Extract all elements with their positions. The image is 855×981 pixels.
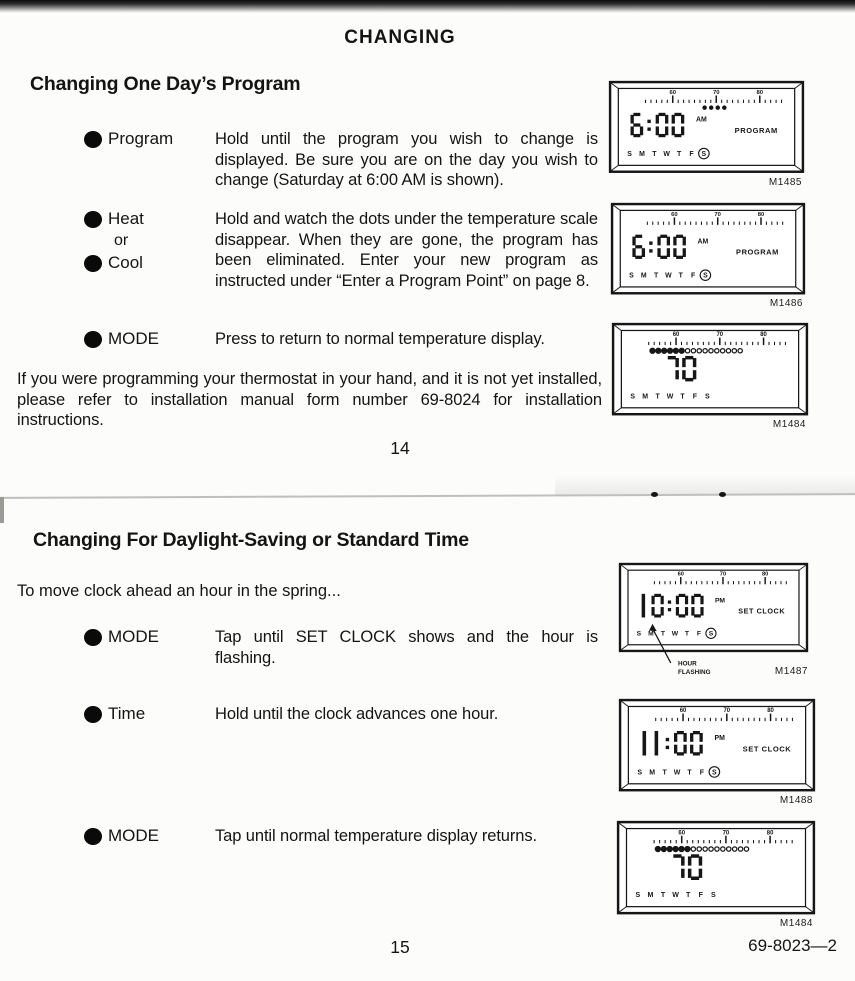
- svg-text:S: S: [629, 272, 634, 280]
- mode-button-icon: [84, 629, 102, 646]
- svg-text:SET CLOCK: SET CLOCK: [738, 606, 786, 616]
- svg-text:PROGRAM: PROGRAM: [736, 247, 779, 257]
- svg-text:HOUR: HOUR: [678, 660, 697, 668]
- step-program-instruction: Hold until the program you wish to change is displayed. Be sure you are on the day you wish to change (Saturday at 6:00 AM is shown).: [215, 130, 598, 189]
- thermostat-display-m1484: [611, 322, 809, 431]
- time-button-icon: [84, 706, 102, 723]
- svg-text:60: 60: [669, 90, 677, 97]
- section-heading-one-days-program: Changing One Day’s Program: [30, 73, 301, 95]
- svg-text:T: T: [652, 150, 657, 158]
- scan-edge-bar: [0, 0, 855, 13]
- svg-text:FLASHING: FLASHING: [678, 668, 711, 676]
- svg-text:SET CLOCK: SET CLOCK: [742, 744, 792, 754]
- svg-text:60: 60: [671, 211, 678, 218]
- svg-text:M: M: [648, 630, 654, 638]
- svg-text:T: T: [680, 393, 685, 401]
- figure-label: M1484: [779, 918, 813, 930]
- svg-text:W: W: [672, 892, 679, 900]
- svg-text:M: M: [647, 892, 654, 900]
- svg-text:70: 70: [716, 332, 724, 339]
- svg-text:S: S: [630, 393, 636, 401]
- figure-label: M1484: [772, 419, 806, 431]
- scan-edge-artifact: [0, 497, 4, 523]
- thermostat-display-m1485: [608, 80, 805, 188]
- svg-text:80: 80: [761, 571, 769, 578]
- svg-text:80: 80: [757, 211, 765, 218]
- heat-button-icon: [84, 211, 102, 228]
- svg-text:AM: AM: [697, 238, 709, 246]
- step-mode-instruction: Press to return to normal temperature display.: [215, 330, 545, 348]
- svg-text:S: S: [703, 272, 708, 280]
- svg-text:AM: AM: [695, 116, 707, 124]
- cool-button-label: Cool: [108, 253, 143, 272]
- form-number: 69-8023—2: [748, 936, 837, 955]
- svg-text:T: T: [686, 892, 691, 900]
- svg-text:M: M: [642, 393, 649, 401]
- svg-text:80: 80: [767, 708, 774, 715]
- svg-text:T: T: [660, 630, 665, 638]
- page-number-14: 14: [390, 438, 410, 458]
- svg-text:80: 80: [756, 90, 764, 97]
- cool-button-icon: [84, 255, 102, 272]
- program-button-icon: [84, 131, 102, 148]
- seam-dot: [651, 492, 658, 497]
- svg-text:W: W: [665, 272, 672, 280]
- svg-text:60: 60: [679, 708, 687, 715]
- svg-text:80: 80: [766, 830, 774, 837]
- svg-text:T: T: [684, 630, 689, 638]
- thermostat-display-m1486: [610, 202, 806, 310]
- svg-text:T: T: [687, 769, 692, 777]
- mode-button-icon: [84, 331, 102, 348]
- page-title: CHANGING: [344, 27, 456, 48]
- svg-text:80: 80: [760, 332, 767, 339]
- svg-text:W: W: [666, 393, 674, 401]
- thermostat-display-m1488: [618, 698, 816, 807]
- svg-text:70: 70: [712, 90, 720, 97]
- svg-text:T: T: [676, 150, 682, 158]
- mode-button-icon: [84, 828, 102, 845]
- svg-text:T: T: [655, 393, 660, 401]
- step-set-clock-instruction: Tap until SET CLOCK shows and the hour is flashing.: [215, 628, 598, 667]
- time-button-label: Time: [108, 704, 146, 723]
- seam-dot: [719, 492, 726, 497]
- svg-text:F: F: [699, 769, 705, 777]
- svg-text:M: M: [640, 272, 647, 280]
- or-connector: or: [114, 232, 129, 249]
- svg-text:W: W: [673, 769, 681, 777]
- svg-text:PROGRAM: PROGRAM: [734, 125, 778, 135]
- program-button-label: Program: [108, 129, 174, 148]
- step-time-instruction: Hold until the clock advances one hour.: [215, 705, 499, 723]
- svg-text:70: 70: [722, 830, 730, 837]
- svg-text:60: 60: [678, 830, 686, 837]
- svg-text:W: W: [663, 150, 671, 158]
- figure-label: M1486: [769, 298, 803, 310]
- page-seam-shading: [555, 474, 855, 495]
- svg-text:S: S: [635, 892, 641, 900]
- svg-text:S: S: [627, 150, 632, 158]
- heat-button-label: Heat: [108, 209, 144, 228]
- svg-text:F: F: [696, 630, 702, 638]
- svg-text:70: 70: [719, 571, 727, 578]
- svg-text:70: 70: [723, 708, 731, 715]
- installation-note: If you were programming your thermostat in your hand, and it is not yet installed, please refer to installation manual form number 69-8024 for installation instructions.: [17, 370, 602, 429]
- svg-text:F: F: [698, 892, 703, 900]
- mode-button-label: MODE: [108, 826, 159, 845]
- svg-text:M: M: [649, 769, 656, 777]
- mode-button-label: MODE: [108, 329, 159, 348]
- svg-text:F: F: [689, 150, 694, 158]
- svg-text:M: M: [639, 150, 645, 158]
- svg-text:S: S: [637, 769, 643, 777]
- svg-text:F: F: [692, 393, 698, 401]
- svg-text:T: T: [678, 272, 683, 280]
- svg-text:70: 70: [714, 211, 721, 218]
- svg-text:S: S: [708, 630, 714, 638]
- thermostat-display-m1484-repeat: [616, 820, 816, 930]
- svg-text:F: F: [690, 272, 696, 280]
- svg-text:60: 60: [677, 571, 684, 578]
- thermostat-display-m1487: [618, 562, 809, 684]
- section-heading-daylight-saving: Changing For Daylight-Saving or Standard Time: [33, 529, 469, 551]
- svg-text:S: S: [705, 393, 710, 401]
- figure-label: M1485: [768, 176, 802, 188]
- svg-text:S: S: [636, 630, 642, 638]
- svg-text:S: S: [701, 150, 707, 158]
- spring-intro-text: To move clock ahead an hour in the spring...: [17, 582, 341, 600]
- svg-text:60: 60: [672, 332, 680, 339]
- svg-text:T: T: [660, 892, 666, 900]
- figure-label: M1487: [774, 665, 808, 677]
- svg-text:PM: PM: [714, 597, 726, 605]
- page-seam: [0, 493, 855, 498]
- page-number-15: 15: [390, 937, 410, 957]
- figure-label: M1488: [779, 795, 813, 807]
- mode-button-label: MODE: [108, 627, 159, 646]
- svg-text:PM: PM: [714, 734, 726, 742]
- svg-text:T: T: [662, 769, 667, 777]
- step-mode-return-instruction: Tap until normal temperature display returns.: [215, 827, 537, 845]
- svg-text:S: S: [712, 769, 717, 777]
- svg-text:W: W: [671, 630, 679, 638]
- svg-text:S: S: [710, 892, 716, 900]
- step-heat-cool-instruction: Hold and watch the dots under the temperature scale disappear. When they are gone, the program has been eliminated. Enter your new program as instructed under “Enter a Program Point” on page 8.: [215, 210, 598, 290]
- svg-text:T: T: [654, 272, 659, 280]
